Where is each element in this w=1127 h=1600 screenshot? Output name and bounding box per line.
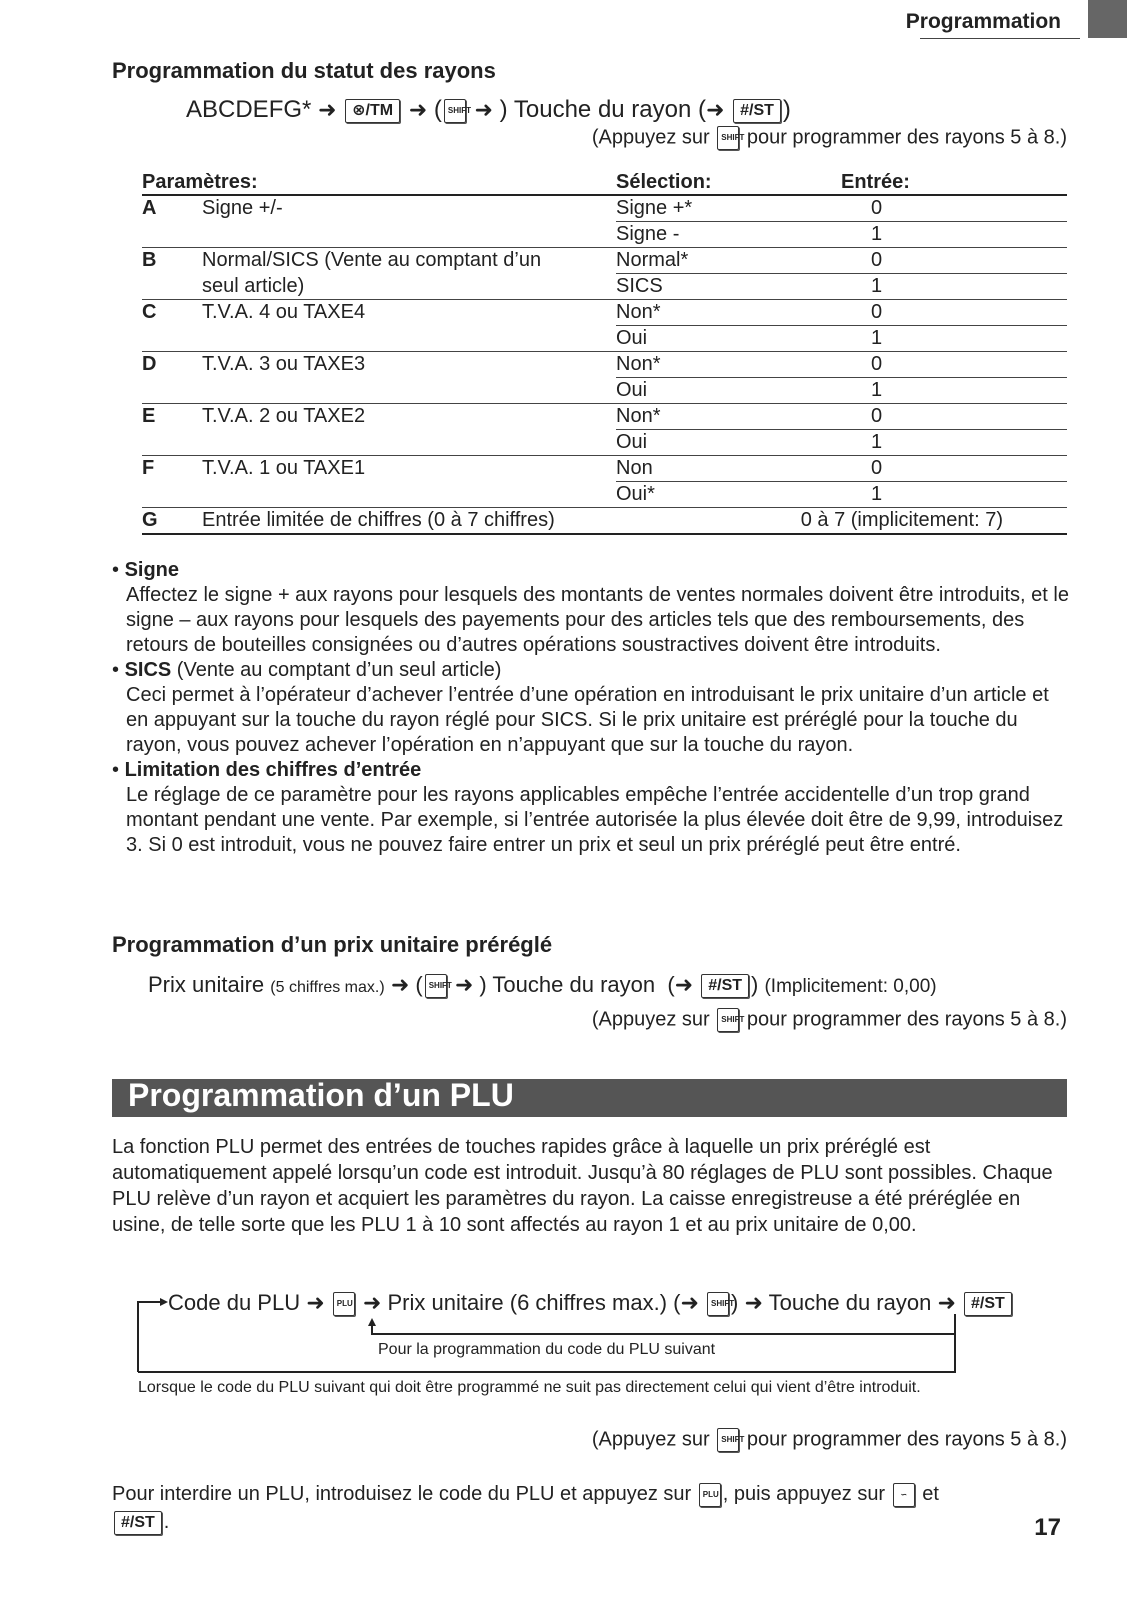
cell-ent: 1	[841, 222, 1067, 248]
shift-note-3	[592, 1428, 1067, 1452]
touch-label: ) Touche du rayon	[479, 972, 656, 997]
arrow-icon: ➜	[318, 97, 337, 122]
cell-letter: E	[142, 404, 202, 430]
unit-price-label: Prix unitaire	[148, 972, 265, 997]
cell-ent: 0	[841, 195, 1067, 222]
dept-status-heading: Programmation du statut des rayons	[112, 58, 496, 83]
cell-ent: 1	[841, 482, 1067, 508]
arrow-icon: ➜	[362, 1290, 382, 1315]
close-paren: )	[782, 96, 791, 123]
arrow-icon: ➜	[454, 972, 474, 997]
header-selection: Sélection:	[616, 168, 841, 195]
cell-sel: Non*	[616, 404, 841, 430]
bullet-text: Le réglage de ce paramètre pour les rayons applicables empêche l’entrée accidentelle d’un trop grand montant pendant une vente. Par exemple, si l’entrée autorisée la plus élevée doit être de 9,99, introduisez 3. Si 0 est introduit, vous ne pouvez faire entrer un prix et seul un prix préréglé peut être entré.	[126, 784, 1064, 856]
cell-letter: D	[142, 352, 202, 378]
sequence-start: ABCDEFG*	[186, 96, 312, 123]
cell-letter	[142, 274, 202, 300]
table-row	[142, 430, 1067, 456]
close-paren: )	[731, 1290, 739, 1315]
bullet-title: Signe	[124, 559, 180, 581]
cell-ent: 0	[841, 248, 1067, 274]
cell-desc	[202, 378, 616, 404]
open-paren: (	[667, 972, 675, 997]
cell-letter: G	[142, 508, 202, 535]
explanations	[112, 558, 1072, 858]
plu-delete-instruction: Pour interdire un PLU, introduisez le code du PLU et appuyez sur PLU , puis appuyez sur ∽ et #/ST .	[112, 1483, 939, 1533]
bullet-title-rest: (Vente au comptant d’un seul article)	[171, 659, 502, 681]
arrow-icon: ➜	[674, 972, 694, 997]
cell-desc: seul article)	[202, 274, 305, 297]
cell-ent: 1	[841, 378, 1067, 404]
bullet-sics: • SICS (Vente au comptant d’un seul article)	[112, 659, 502, 681]
header-tab	[1088, 0, 1127, 38]
open-paren: (	[433, 96, 442, 123]
cell-desc: T.V.A. 2 ou TAXE2	[202, 404, 616, 430]
note-text: (Appuyez sur	[591, 1428, 710, 1451]
st-key: #/ST	[114, 1511, 162, 1535]
cell-sel: Oui	[616, 326, 841, 352]
cell-letter	[142, 430, 202, 456]
page-number: 17	[1034, 1514, 1061, 1541]
shift-note-2	[592, 1008, 1067, 1032]
arrow-icon: ➜	[408, 97, 428, 122]
cell-letter	[142, 222, 202, 248]
dept-status-sequence	[186, 96, 791, 124]
bullet-signe: • Signe	[112, 559, 180, 581]
plu-banner	[112, 1079, 1067, 1117]
arrow-icon: ➜	[937, 1290, 956, 1315]
shift-key: SHIFT	[707, 1292, 729, 1316]
cell-desc	[202, 430, 616, 456]
bullet-title: Limitation des chiffres d’entrée	[124, 759, 422, 781]
final-text-b: , puis appuyez sur	[722, 1483, 886, 1505]
bullet-text: Ceci permet à l’opérateur d’achever l’entrée d’une opération en introduisant le prix unitaire d’un article et en appuyant sur la touche du rayon réglé pour SICS. Si le prix unitaire est préréglé pour la touche du rayon, vous pouvez achever l’opération en n’appuyant que sur la touche du rayon.	[126, 684, 1049, 756]
cell-ent: 1	[841, 326, 1067, 352]
plu-sequence	[168, 1290, 1014, 1316]
cell-sel: Normal*	[616, 248, 841, 274]
section-title: Programmation	[905, 10, 1061, 33]
table-row	[142, 274, 1067, 300]
shift-key: SHIFT	[717, 1428, 739, 1452]
plu-key: PLU	[699, 1483, 721, 1507]
note-text-end: pour programmer des rayons 5 à 8.)	[746, 1008, 1067, 1031]
table-row	[142, 404, 1067, 430]
cell-letter: C	[142, 300, 202, 326]
unit-price-sequence	[148, 972, 937, 998]
header-params: Paramètres:	[142, 168, 616, 195]
note-text: (Appuyez sur	[591, 126, 710, 149]
shift-key: SHIFT	[444, 99, 466, 123]
cell-sel: Non	[616, 456, 841, 482]
shift-note	[592, 126, 1067, 150]
open-paren: (	[415, 972, 423, 997]
st-key: #/ST	[733, 99, 781, 123]
touch-label: Touche du rayon	[768, 1290, 932, 1315]
parameters-table	[142, 168, 1067, 535]
header-entry: Entrée:	[841, 168, 1067, 195]
cell-sel: Oui	[616, 430, 841, 456]
cell-sel: Oui*	[616, 482, 841, 508]
bullet-title: SICS	[124, 659, 172, 681]
cell-desc	[202, 222, 616, 248]
cell-sel: Signe -	[616, 222, 841, 248]
arrow-icon: ➜	[306, 1290, 325, 1315]
cell-ent: 1	[841, 274, 1067, 300]
table-row	[142, 456, 1067, 482]
shift-key: SHIFT	[717, 126, 739, 150]
cell-letter: F	[142, 456, 202, 482]
plu-price-label: Prix unitaire (6 chiffres max.) (	[387, 1290, 681, 1315]
table-row	[142, 482, 1067, 508]
unit-price-heading: Programmation d’un prix unitaire préréglé	[112, 932, 553, 957]
bullet-text: Affectez le signe + aux rayons pour lesquels des montants de ventes normales doivent être introduits, et le signe – aux rayons pour lesquels des payements pour des articles tels que des remboursements, des retours de bouteilles consignées ou d’autres opérations soustractives doivent être introduits.	[126, 584, 1069, 656]
st-key: #/ST	[701, 974, 749, 998]
cell-ent: 0	[841, 300, 1067, 326]
cell-sel: Signe +*	[616, 195, 841, 222]
table-row	[142, 248, 1067, 274]
shift-key: SHIFT	[717, 1008, 739, 1032]
table-row	[142, 300, 1067, 326]
note-text: (Appuyez sur	[591, 1008, 710, 1031]
note-text-end: pour programmer des rayons 5 à 8.)	[746, 126, 1067, 149]
cell-letter	[142, 378, 202, 404]
plu-code-label: Code du PLU	[168, 1290, 301, 1315]
arrow-icon: ➜	[680, 1290, 699, 1315]
header-rule	[920, 38, 1080, 39]
bullet-limitation: • Limitation des chiffres d’entrée	[112, 759, 422, 781]
void-key: ∽	[893, 1483, 915, 1507]
final-text-a: Pour interdire un PLU, introduisez le code du PLU et appuyez sur	[112, 1483, 692, 1505]
cell-ent: 0	[841, 404, 1067, 430]
cell-desc	[202, 482, 616, 508]
cell-desc: T.V.A. 1 ou TAXE1	[202, 456, 616, 482]
plu-banner-title: Programmation d’un PLU	[128, 1077, 514, 1113]
table-header-row	[142, 168, 1067, 195]
cell-desc: T.V.A. 4 ou TAXE4	[202, 300, 616, 326]
table-row	[142, 195, 1067, 222]
cell-desc: Entrée limitée de chiffres (0 à 7 chiffres)	[202, 508, 616, 535]
unit-price-max: (5 chiffres max.)	[270, 979, 385, 996]
cell-sel: Non*	[616, 352, 841, 378]
cell-ent: 1	[841, 430, 1067, 456]
st-key: #/ST	[964, 1292, 1012, 1316]
cell-desc: T.V.A. 3 ou TAXE3	[202, 352, 616, 378]
loop-next-label: Pour la programmation du code du PLU suivant	[378, 1341, 716, 1358]
loop-outer-label: Lorsque le code du PLU suivant qui doit être programmé ne suit pas directement celui qui vient d’être introduit.	[138, 1379, 921, 1396]
cell-letter: A	[142, 197, 157, 219]
note-text-end: pour programmer des rayons 5 à 8.)	[746, 1428, 1067, 1451]
cell-letter: B	[142, 248, 202, 274]
touch-label: ) Touche du rayon (	[499, 96, 706, 123]
cell-desc	[202, 326, 616, 352]
plu-key: PLU	[333, 1292, 355, 1316]
cell-desc: Signe +/-	[202, 197, 283, 219]
shift-key: SHIFT	[425, 974, 447, 998]
tm-key: ⊗/TM	[345, 99, 400, 123]
cell-desc: Normal/SICS (Vente au comptant d’un	[202, 248, 616, 274]
cell-ent: 0	[841, 456, 1067, 482]
cell-sel: Oui	[616, 378, 841, 404]
table-row	[142, 378, 1067, 404]
cell-letter	[142, 482, 202, 508]
cell-sel: SICS	[616, 274, 841, 300]
cell-ent: 0 à 7 (implicitement: 7)	[616, 508, 1067, 535]
table-row	[142, 326, 1067, 352]
cell-sel: Non*	[616, 300, 841, 326]
close-paren: )	[751, 972, 759, 997]
final-text-c: et	[922, 1483, 939, 1505]
cell-letter	[142, 326, 202, 352]
plu-intro: La fonction PLU permet des entrées de touches rapides grâce à laquelle un prix préréglé est automatiquement appelé lorsqu’un code est introduit. Jusqu’à 80 réglages de PLU sont possibles. Chaque PLU relève d’un rayon et acquiert les paramètres du rayon. La caisse enregistreuse a été préréglée en usine, de telle sorte que les PLU 1 à 10 sont affectés au rayon 1 et au prix unitaire de 0,00.	[112, 1136, 1053, 1236]
table-row	[142, 352, 1067, 378]
arrow-icon: ➜	[744, 1290, 763, 1315]
table-row	[142, 222, 1067, 248]
arrow-icon: ➜	[390, 972, 410, 997]
arrow-icon: ➜	[706, 97, 725, 122]
default-value: (Implicitement: 0,00)	[764, 976, 937, 997]
table-row	[142, 508, 1067, 535]
cell-ent: 0	[841, 352, 1067, 378]
arrow-icon: ➜	[474, 97, 493, 122]
